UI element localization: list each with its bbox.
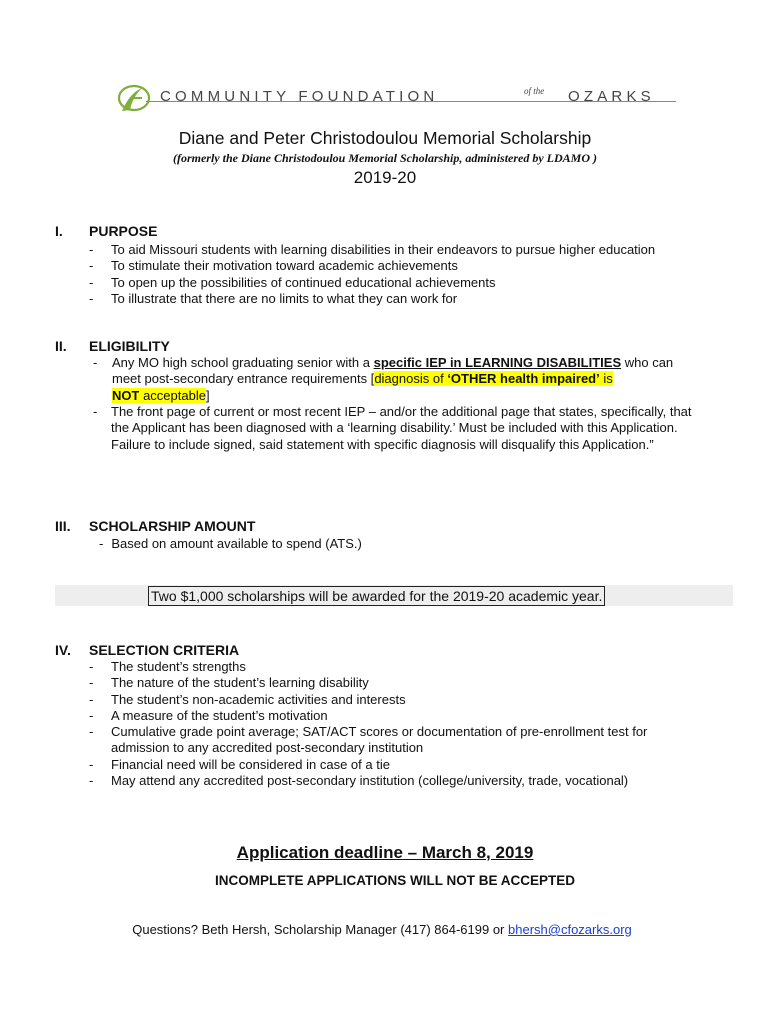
section-heading-criteria: SELECTION CRITERIA: [89, 642, 240, 658]
contact-line: [0, 922, 764, 937]
contact-email-link[interactable]: bhersh@cfozarks.org: [508, 922, 632, 937]
amount-item: - Based on amount available to spend (ATS.): [99, 536, 362, 551]
application-deadline: Application deadline – March 8, 2019: [236, 843, 534, 862]
academic-year: 2019-20: [353, 168, 417, 187]
page-title: Diane and Peter Christodoulou Memorial Scholarship: [178, 128, 592, 148]
list-item: - Cumulative grade point average; SAT/ACT scores or documentation of pre-enrollment test for admission to any accredited post-secondary institution: [89, 724, 648, 756]
award-statement: Two $1,000 scholarships will be awarded for the 2019-20 academic year.: [148, 586, 605, 606]
incomplete-warning: INCOMPLETE APPLICATIONS WILL NOT BE ACCEPTED: [214, 873, 575, 888]
list-item: - The nature of the student’s learning disability: [89, 675, 369, 691]
list-item: - The student’s non-academic activities and interests: [89, 691, 406, 707]
section-number: II.: [55, 338, 67, 354]
cfo-leaf-icon: [112, 82, 152, 114]
list-item: - A measure of the student’s motivation: [89, 707, 328, 723]
page-subtitle: (formerly the Diane Christodoulou Memorial Scholarship, administered by LDAMO ): [172, 151, 598, 165]
list-item: - To stimulate their motivation toward academic achievements: [89, 258, 458, 274]
section-heading-purpose: PURPOSE: [89, 223, 158, 239]
section-number: IV.: [55, 642, 71, 658]
section-heading-eligibility: ELIGIBILITY: [89, 338, 170, 354]
eligibility-item-iep-page: - The front page of current or most recent IEP – and/or the additional page that states, specifically, that the Applicant has been diagnosed with a ‘learning disability.’ Must be included with this Application. Failure to include signed, said statement with specific diagnosis will disqualify this Application.”: [93, 404, 692, 452]
list-item: - To open up the possibilities of continued educational achievements: [89, 274, 496, 290]
highlighted-note: diagnosis of: [374, 371, 448, 387]
eligibility-item-iep: - Any MO high school graduating senior with a specific IEP in LEARNING DISABILITIES who can meet post-secondary entrance requirements [diagnosis of ‘OTHER health impaired’ is NOT acceptable]: [93, 355, 674, 403]
list-item: - The student’s strengths: [89, 659, 246, 674]
logo-brand-main: COMMUNITY FOUNDATION: [160, 88, 439, 105]
list-item: - May attend any accredited post-secondary institution (college/university, trade, vocational): [89, 773, 629, 789]
section-number: III.: [55, 518, 71, 534]
logo-brand-connector: of the: [524, 86, 545, 96]
contact-text: Questions? Beth Hersh, Scholarship Manager (417) 864-6199 or: [132, 922, 509, 937]
section-number: I.: [55, 223, 63, 239]
purpose-list: [89, 242, 729, 307]
foundation-logo: [112, 82, 677, 114]
iep-requirement: specific IEP in LEARNING DISABILITIES: [373, 355, 622, 370]
list-item: - Financial need will be considered in case of a tie: [89, 756, 390, 772]
list-item: - To illustrate that there are no limits to what they can work for: [89, 290, 458, 306]
list-item: - To aid Missouri students with learning disabilities in their endeavors to pursue higher education: [89, 242, 656, 257]
criteria-list: [89, 659, 649, 789]
logo-brand-end: OZARKS: [568, 88, 655, 105]
section-heading-amount: SCHOLARSHIP AMOUNT: [89, 518, 256, 534]
